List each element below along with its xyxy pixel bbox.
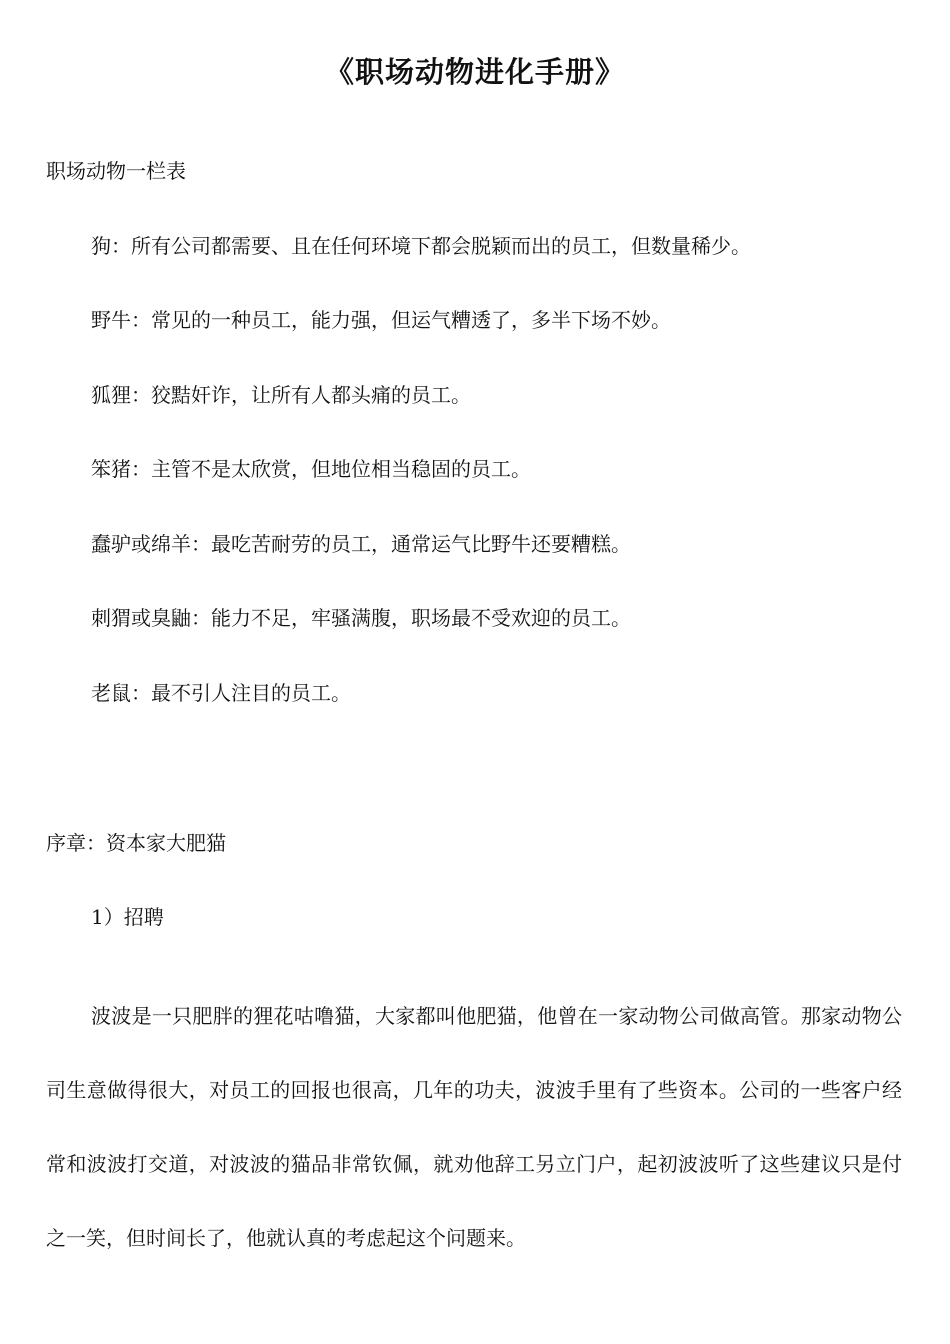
animal-entry-donkey-sheep: 蠢驴或绵羊：最吃苦耐劳的员工，通常运气比野牛还要糟糕。 — [91, 532, 631, 556]
animal-entry-mouse: 老鼠：最不引人注目的员工。 — [91, 681, 351, 705]
body-paragraph: 波波是一只肥胖的狸花咕噜猫，大家都叫他肥猫，他曾在一家动物公司做高管。那家动物公司生意做得很大，对员工的回报也很高，几年的功夫，波波手里有了些资本。公司的一些客户经常和波波打交道，对波波的猫品非常钦佩，就劝他辞工另立门户，起初波波听了这些建议只是付之一笑，但时间长了，他就认真的考虑起这个问题来。 — [46, 1004, 902, 1250]
animal-entry-fox: 狐狸：狡黠奸诈，让所有人都头痛的员工。 — [91, 383, 471, 407]
animal-entry-pig: 笨猪：主管不是太欣赏，但地位相当稳固的员工。 — [91, 457, 531, 481]
animal-entry-hedgehog-skunk: 刺猬或臭鼬：能力不足，牢骚满腹，职场最不受欢迎的员工。 — [91, 606, 631, 630]
section-heading-animal-list: 职场动物一栏表 — [46, 159, 186, 183]
subheading-recruitment: 1）招聘 — [91, 905, 164, 929]
animal-entry-bison: 野牛：常见的一种员工，能力强，但运气糟透了，多半下场不妙。 — [91, 308, 671, 332]
document-title: 《职场动物进化手册》 — [324, 55, 625, 89]
prologue-heading: 序章：资本家大肥猫 — [46, 831, 226, 855]
animal-entry-dog: 狗：所有公司都需要、且在任何环境下都会脱颖而出的员工，但数量稀少。 — [91, 234, 751, 258]
